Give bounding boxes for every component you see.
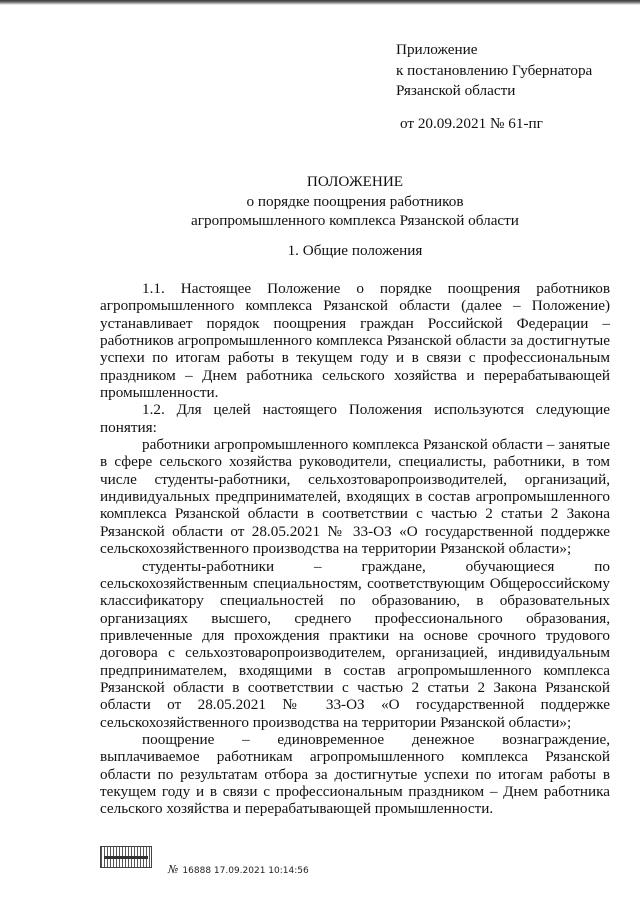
paragraph: работники агропромышленного комплекса Рязанской области – занятые в сфере сельского хозяйства руководители, специалисты, работники, в том числе студенты-работники, сельхозтоваропроизводителей, организаций, индивидуальных предпринимателей, входящих в состав агропромышленного комплекса Рязанской области в соответствии с частью 2 статьи 2 Закона Рязанской области от 28.05.2021 № 33-ОЗ «О государственной поддержке сельскохозяйственного производства на территории Рязанской области»; (100, 436, 610, 558)
document-title (100, 172, 610, 231)
footer (100, 846, 620, 886)
section-heading: 1. Общие положения (287, 242, 423, 259)
registration-number (168, 863, 309, 876)
paragraph: студенты-работники – граждане, обучающиеся по сельскохозяйственным специальностям, соответствующим Общероссийскому классификатору специальностей по образованию, в образовательных организациях высшего, среднего профессионального образования, привлеченные для прохождения практики на основе срочного трудового договора с сельхозтоваропроизводителем, организацией, индивидуальным предпринимателем, входящими в состав агропромышленного комплекса Рязанской области в соответствии с частью 2 статьи 2 Закона Рязанской области от 28.05.2021 № 33-ОЗ «О государственной поддержке сельскохозяйственного производства на территории Рязанской области»; (100, 557, 610, 731)
barcode-stamp-icon (100, 846, 152, 868)
registration-text: 16888 17.09.2021 10:14:56 (182, 866, 309, 876)
annex-line: Рязанской области (396, 82, 516, 99)
paragraph: поощрение – единовременное денежное вознаграждение, выплачиваемое работникам агропромышленного комплекса Рязанской области по результатам отбора за достигнутые успехи по итогам работы в текущем году и в связи с профессиональным праздником – Днем работника сельского хозяйства и перерабатывающей промышленности. (100, 730, 610, 818)
annex-line: Приложение (396, 41, 478, 58)
annex-block (396, 40, 592, 134)
paragraph: 1.1. Настоящее Положение о порядке поощрения работников агропромышленного комплекса Рязанской области (далее – Положение) устанавливает порядок поощрения граждан Российской Федерации – работников агропромышленного комплекса Рязанской области за достигнутые успехи по итогам работы в текущем году и в связи с профессиональным праздником – Днем работника сельского хозяйства и перерабатывающей промышленности. (100, 280, 610, 402)
number-sign: № (168, 863, 179, 876)
title-sub: агропромышленного комплекса Рязанской области (191, 212, 519, 229)
title-main: ПОЛОЖЕНИЕ (306, 173, 404, 190)
paragraph: 1.2. Для целей настоящего Положения используются следующие понятия: (100, 401, 610, 436)
title-sub: о порядке поощрения работников (246, 192, 464, 210)
annex-line: к постановлению Губернатора (396, 61, 593, 79)
annex-date: от 20.09.2021 № 61-пг (400, 114, 543, 132)
body-text (100, 280, 610, 818)
scan-edge (0, 0, 640, 5)
